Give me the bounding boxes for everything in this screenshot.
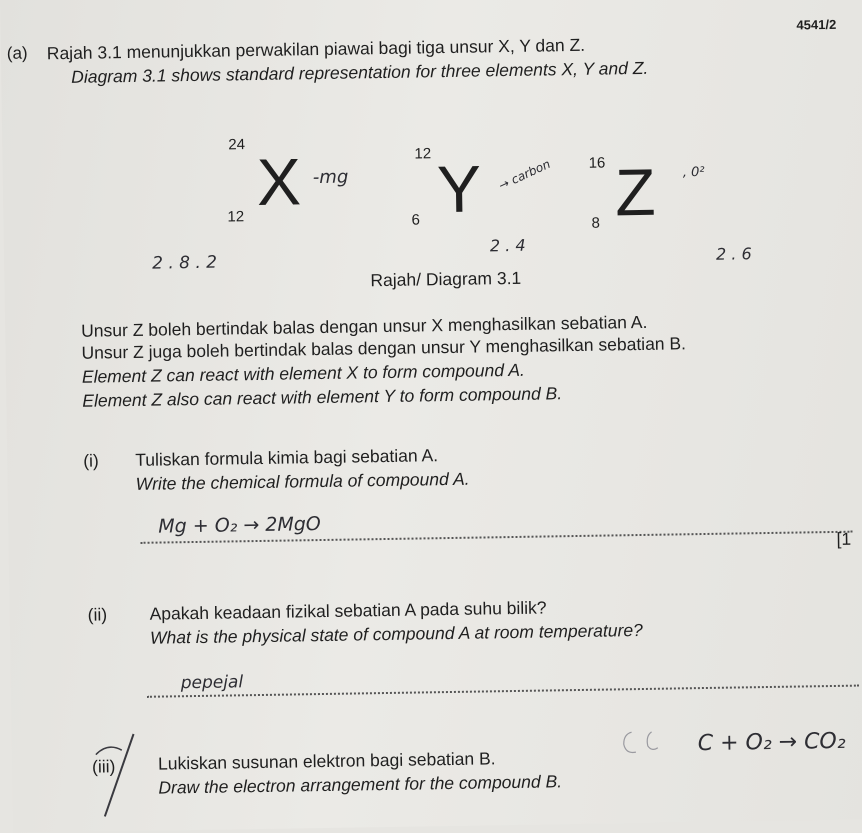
z-handwritten-note: , 0² [682,164,705,181]
question-ii-english: What is the physical state of compound A at room temperature? [149,619,643,648]
y-mass-number: 12 [414,145,432,163]
y-electron-config: 2 . 4 [489,235,526,256]
question-ii-answer[interactable]: pepejal [180,672,244,694]
x-handwritten-note: -mg [312,166,349,189]
question-i-malay: Tuliskan formula kimia bagi sebatian A. [135,445,439,470]
z-proton-number: 8 [591,214,601,232]
part-label: (a) [6,43,28,63]
z-mass-number: 16 [588,154,606,172]
z-electron-config: 2 . 6 [715,244,752,264]
statement-english-2: Element Z also can react with element Y to form compound B. [82,383,563,411]
x-electron-config: 2 . 8 . 2 [152,252,218,274]
intro-malay: Rajah 3.1 menunjukkan perwakilan piawai bagi tiga unsur X, Y dan Z. [46,34,586,64]
question-i-answer[interactable]: Mg + O₂ → 2MgO [158,513,321,538]
x-proton-number: 12 [227,208,245,226]
diagram-caption: Rajah/ Diagram 3.1 [370,267,522,291]
question-iii-malay: Lukiskan susunan elektron bagi sebatian B. [157,748,496,774]
y-handwritten-note: → carbon [496,156,553,193]
statement-malay-1: Unsur Z boleh bertindak balas dengan unsur X menghasilkan sebatian A. [81,311,648,341]
x-symbol: X [256,144,302,219]
intro-english: Diagram 3.1 shows standard representation for three elements X, Y and Z. [71,57,649,87]
z-symbol: Z [614,154,657,230]
question-ii-malay: Apakah keadaan fizikal sebatian A pada suhu bilik? [149,597,547,624]
question-iii-number: (iii) [91,756,116,777]
statement-english-1: Element Z can react with element X to form compound A. [81,359,525,387]
question-ii-number: (ii) [87,604,108,625]
y-proton-number: 6 [411,211,420,229]
page-code: 4541/2 [796,16,837,33]
question-i-marks: [1 [836,528,852,549]
question-i-number: (i) [83,450,99,471]
question-iii-side-note: C + O₂ → CO₂ [697,728,846,757]
statement-malay-2: Unsur Z juga boleh bertindak balas dengan unsur Y menghasilkan sebatian B. [81,333,687,363]
x-mass-number: 24 [228,136,246,154]
question-i-english: Write the chemical formula of compound A. [135,468,470,494]
question-iii-english: Draw the electron arrangement for the compound B. [158,771,563,798]
y-symbol: Y [436,151,482,227]
